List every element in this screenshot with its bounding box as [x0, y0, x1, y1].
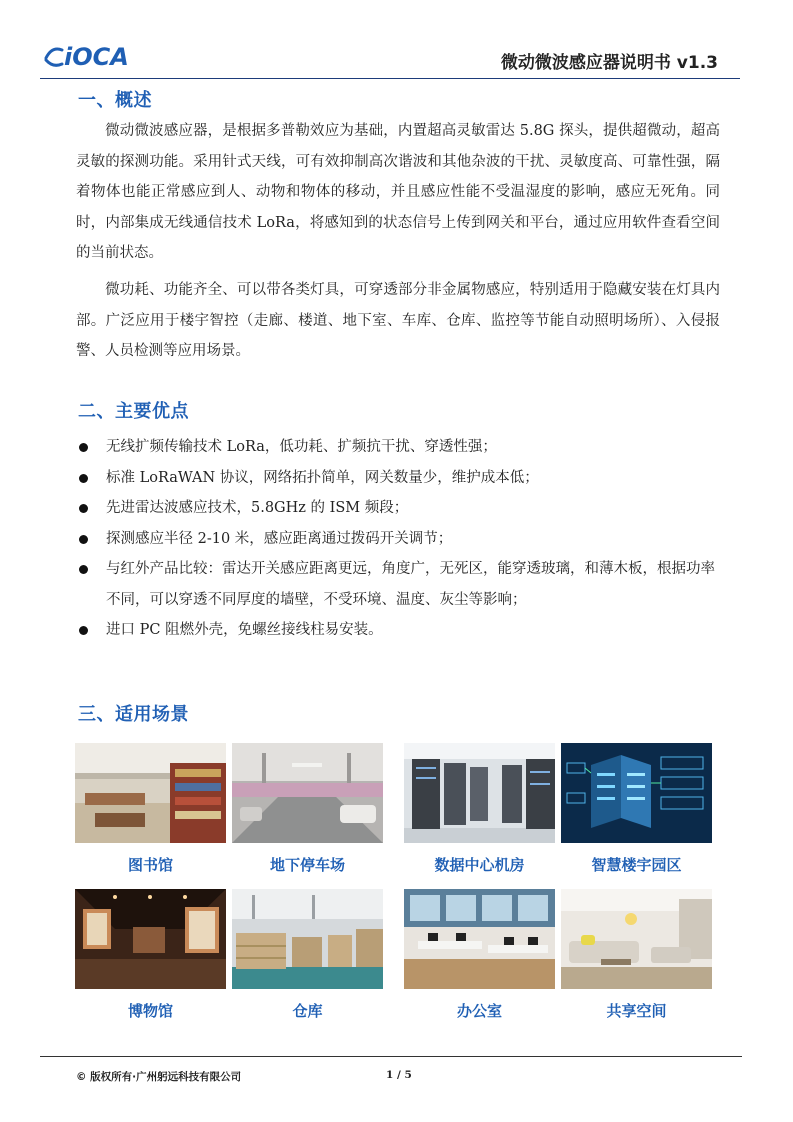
scene-library — [75, 743, 226, 875]
library-photo — [75, 743, 226, 843]
bullet-icon — [79, 504, 88, 513]
logo-text: iOCA — [64, 43, 129, 71]
list-item: 与红外产品比较：雷达开关感应距离更远，角度广，无死区，能穿透玻璃，和薄木板，根据功率不同，可以穿透不同厚度的墙壁，不受环境、温度、灰尘等影响； — [76, 554, 726, 615]
list-item: 无线扩频传输技术 LoRa，低功耗、扩频抗干扰、穿透性强； — [76, 432, 726, 463]
scene-shared-space — [561, 889, 712, 1021]
overview-paragraph-1: 微动微波感应器，是根据多普勒效应为基础，内置超高灵敏雷达 5.8G 探头，提供超微动，超高灵敏的探测功能。采用针式天线，可有效抑制高次谐波和其他杂波的干扰、灵敏度高、可靠性强，隔着物体也能正常感应到人、动物和物体的移动，并且感应性能不受温湿度的影响，感应无死角。同时，内部集成无线通信技术 LoRa，将感知到的状态信号上传到网关和平台，通过应用软件查看空间的当前状态。 — [76, 123, 720, 261]
scene-caption: 图书馆 — [127, 856, 173, 874]
scene-parking — [232, 743, 383, 875]
list-item: 进口 PC 阻燃外壳，免螺丝接线柱易安装。 — [76, 615, 726, 646]
list-item: 标准 LoRaWAN 协议，网络拓扑简单，网关数量少，维护成本低； — [76, 463, 726, 494]
ioca-logo — [42, 40, 162, 76]
scene-caption: 博物馆 — [127, 1002, 173, 1020]
smart-building-photo — [561, 743, 712, 843]
office-photo — [404, 889, 555, 989]
footer-divider — [40, 1056, 742, 1057]
overview-paragraph-2: 微功耗、功能齐全、可以带各类灯具，可穿透部分非金属物感应，特别适用于隐藏安装在灯具内部。广泛应用于楼宇智控（走廊、楼道、地下室、车库、仓库、监控等节能自动照明场所）、入侵报警、人员检测等应用场景。 — [76, 282, 720, 359]
advantages-list — [76, 432, 726, 646]
page-number: 1 / 5 — [386, 1069, 412, 1081]
scene-datacenter — [404, 743, 555, 875]
bullet-icon — [79, 535, 88, 544]
scene-caption: 智慧楼宇园区 — [591, 856, 682, 874]
scene-caption: 仓库 — [292, 1002, 323, 1020]
scene-smart-building — [561, 743, 712, 875]
footer-copyright: © 版权所有·广州躬远科技有限公司 — [76, 1071, 242, 1083]
shared-space-photo — [561, 889, 712, 989]
scene-caption: 办公室 — [456, 1002, 502, 1020]
museum-photo — [75, 889, 226, 989]
datacenter-photo — [404, 743, 555, 843]
scene-caption: 地下停车场 — [269, 856, 345, 874]
scene-warehouse — [232, 889, 383, 1021]
parking-photo — [232, 743, 383, 843]
scene-museum — [75, 889, 226, 1021]
list-item: 探测感应半径 2-10 米，感应距离通过拨码开关调节； — [76, 524, 726, 555]
section-title-scenarios: 三、适用场景 — [78, 704, 189, 725]
warehouse-photo — [232, 889, 383, 989]
section-title-overview: 一、概述 — [78, 90, 152, 111]
scene-caption: 共享空间 — [606, 1002, 667, 1020]
document-title: 微动微波感应器说明书 v1.3 — [500, 53, 718, 73]
list-item: 先进雷达波感应技术，5.8GHz 的 ISM 频段； — [76, 493, 726, 524]
section-title-advantages: 二、主要优点 — [78, 401, 189, 422]
bullet-icon — [79, 474, 88, 483]
scene-caption: 数据中心机房 — [434, 856, 525, 874]
page-header — [40, 36, 740, 76]
bullet-icon — [79, 565, 88, 574]
scene-office — [404, 889, 555, 1021]
bullet-icon — [79, 443, 88, 452]
header-divider — [40, 78, 740, 79]
bullet-icon — [79, 626, 88, 635]
